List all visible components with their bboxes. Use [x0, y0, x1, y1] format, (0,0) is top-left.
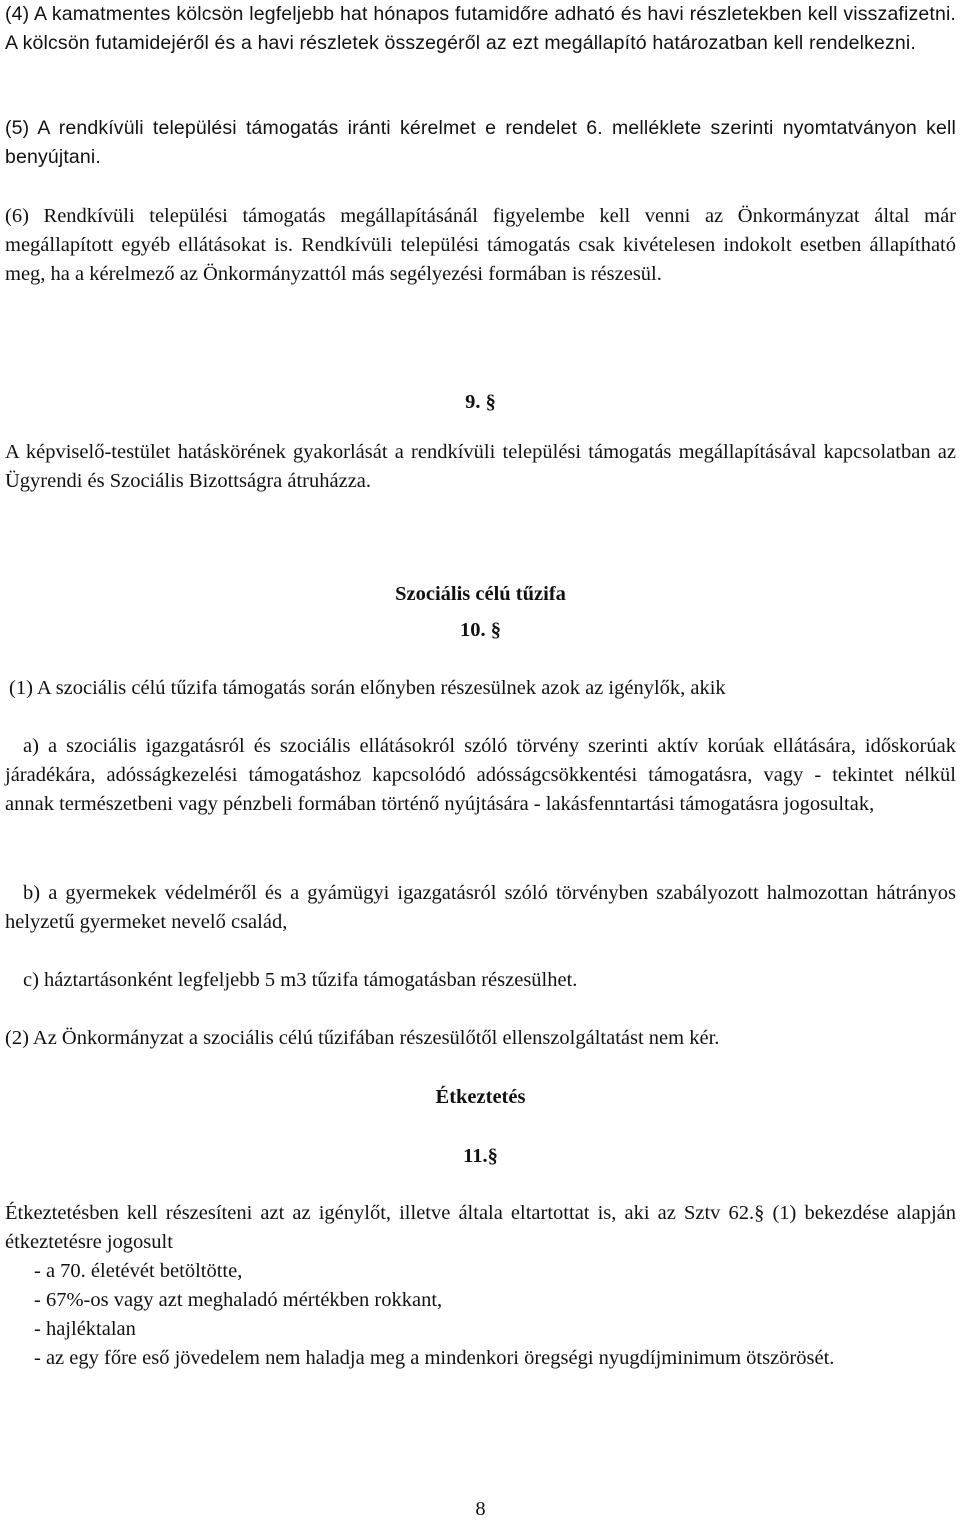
paragraph-5: (5) A rendkívüli települési támogatás iránti kérelmet e rendelet 6. melléklete szerinti nyomtatványon kell benyújtani.	[5, 117, 956, 168]
section-10-item-c: c) háztartásonként legfeljebb 5 m3 tűzifa támogatásban részesülhet.	[23, 969, 578, 991]
page-number: 8	[475, 1498, 486, 1520]
section-9-heading: 9. §	[465, 391, 496, 413]
document-page	[5, 0, 956, 1521]
list-item: - hajléktalan	[34, 1318, 136, 1340]
heading-etkeztetes: Étkeztetés	[435, 1086, 526, 1108]
section-10-item-b	[5, 879, 956, 937]
list-item: - az egy főre eső jövedelem nem haladja meg a mindenkori öregségi nyugdíjminimum ötszörösét.	[34, 1347, 835, 1369]
section-9-text: A képviselő-testület hatáskörének gyakorlását a rendkívüli települési támogatás megállapításával kapcsolatban az Ügyrendi és Szociális Bizottságra átruházza.	[5, 441, 956, 492]
list-item: - 67%-os vagy azt meghaladó mértékben rokkant,	[34, 1289, 443, 1311]
paragraph-6: (6) Rendkívüli települési támogatás megállapításánál figyelembe kell venni az Önkormányzat által már megállapított egyéb ellátásokat is. Rendkívüli települési támogatás csak kivételesen indokolt esetben állapítható meg, ha a kérelmező az Önkormányzattól más segélyezési formában is részesül.	[5, 205, 956, 285]
section-10-item-b-text: b) a gyermekek védelméről és a gyámügyi igazgatásról szóló törvényben szabályozott halmozottan hátrányos helyzetű gyermeket nevelő család,	[5, 882, 956, 933]
section-11-paragraph: Étkeztetésben kell részesíteni azt az igénylőt, illetve általa eltartottat is, aki az Sztv 62.§ (1) bekezdése alapján étkeztetésre jogosult	[5, 1202, 956, 1253]
list-item: - a 70. életévét betöltötte,	[34, 1260, 243, 1282]
section-10-item-a	[5, 732, 956, 819]
section-10-item-a-text: a) a szociális igazgatásról és szociális ellátásokról szóló törvény szerinti aktív korúak ellátására, időskorúak járadékára, adósságkezelési támogatáshoz kapcsolódó adósságcsökkentési támogatásra, vagy - tekintet nélkül annak természetbeni vagy pénzbeli formában történő nyújtására - lakásfenntartási támogatásra jogosultak,	[5, 735, 956, 815]
section-10-heading: 10. §	[460, 619, 501, 641]
paragraph-4: (4) A kamatmentes kölcsön legfeljebb hat hónapos futamidőre adható és havi részletekben kell visszafizetni. A kölcsön futamidejéről és a havi részletek összegéről az ezt megállapító határozatban kell rendelkezni.	[5, 3, 956, 54]
section-10-paragraph-1: (1) A szociális célú tűzifa támogatás során előnyben részesülnek azok az igénylők, akik	[9, 677, 726, 699]
heading-szocialis-celu-tuzifa: Szociális célú tűzifa	[395, 583, 566, 605]
section-11-list	[5, 1257, 956, 1373]
section-11-heading: 11.§	[463, 1145, 498, 1167]
section-10-paragraph-2: (2) Az Önkormányzat a szociális célú tűzifában részesülőtől ellenszolgáltatást nem kér.	[5, 1027, 720, 1049]
